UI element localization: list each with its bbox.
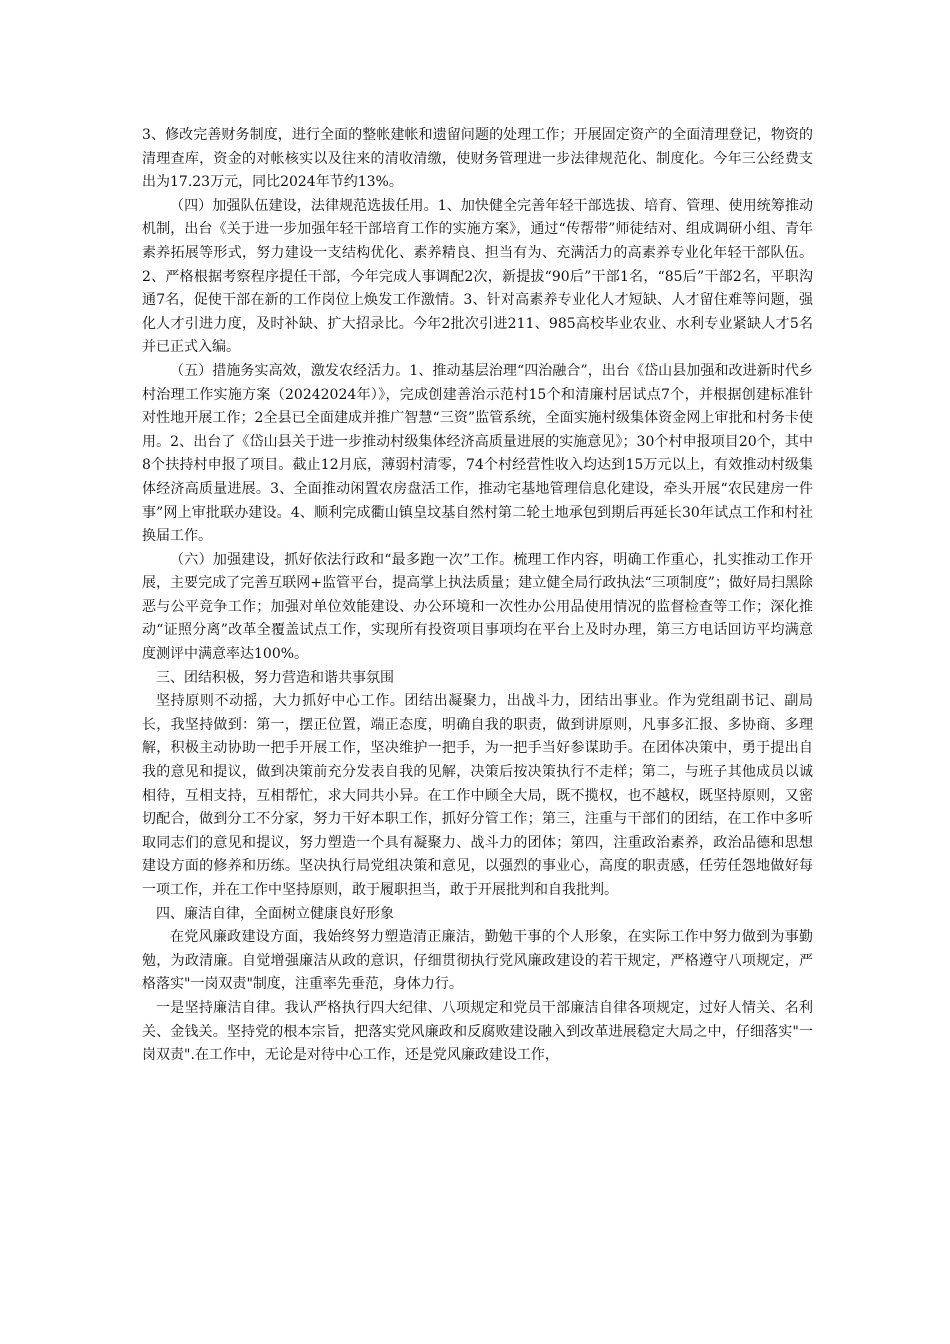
paragraph-integrity-overview: 在党风廉政建设方面，我始终努力塑造清正廉洁，勤勉干事的个人形象，在实际工作中努力做到为事勤勉，为政清廉。自觉增强廉洁从政的意识，仔细贯彻执行党风廉政建设的若干规定，严格遵守八项规定，严格落实"一岗双责"制度，注重率先垂范，身体力行。	[142, 929, 813, 993]
paragraph-law-administration: （六）加强建设，抓好依法行政和“最多跑一次”工作。梳理工作内容，明确工作重心，扎实推动工作开展，主要完成了完善互联网+监管平台，提高掌上执法质量；建立健全局行政执法“三项制度”；做好局扫黑除恶与公平竞争工作；加强对单位效能建设、办公环境和一次性办公用品使用情况的监督检查等工作；深化推动“证照分离”改革全覆盖试点工作，实现所有投资项目事项均在平台上及时办理，第三方电话回访平均满意度测评中满意率达100%。	[142, 551, 813, 663]
document-body	[142, 124, 813, 1068]
paragraph-team-building: （四）加强队伍建设，法律规范选拔任用。1、加快健全完善年轻干部选拔、培育、管理、使用统筹推动机制，出台《关于进一步加强年轻干部培育工作的实施方案》，通过“传帮带”师徒结对、组成调研小组、青年素养拓展等形式，努力建设一支结构优化、素养精良、担当有为、充满活力的高素养专业化年轻干部队伍。2、严格根据考察程序提任干部，今年完成人事调配2次，新提拔“90后”干部1名，“85后”干部2名，平职沟通7名，促使干部在新的工作岗位上焕发工作激情。3、针对高素养专业化人才短缺、人才留住难等问题，强化人才引进力度，及时补缺、扩大招录比。今年2批次引进211、985高校毕业农业、水利专业紧缺人才5名并已正式入编。	[142, 197, 813, 356]
section-heading-integrity: 四、廉洁自律，全面树立健康良好形象	[156, 905, 394, 922]
paragraph-self-discipline: 一是坚持廉洁自律。我认严格执行四大纪律、八项规定和党员干部廉洁自律各项规定，过好人情关、名利关、金钱关。坚持党的根本宗旨，把落实党风廉政和反腐败建设融入到改革进展稳定大局之中，仔细落实"一岗双责".在工作中，无论是对待中心工作，还是党风廉政建设工作，	[142, 999, 813, 1064]
paragraph-finance-reform: 3、修改完善财务制度，进行全面的整帐建帐和遗留问题的处理工作；开展固定资产的全面清理登记，物资的清理查库，资金的对帐核实以及往来的清收清缴，使财务管理进一步法律规范化、制度化。今年三公经费支出为17.23万元，同比2024年节约13%。	[142, 127, 813, 191]
paragraph-unity-principles: 坚持原则不动摇，大力抓好中心工作。团结出凝聚力，出战斗力，团结出事业。作为党组副书记、副局长，我坚持做到：第一，摆正位置，端正态度，明确自我的职责，做到讲原则，凡事多汇报、多协商、多理解，积极主动协助一把手开展工作，坚决维护一把手，为一把手当好参谋助手。在团体决策中，勇于提出自我的意见和提议，做到决策前充分发表自我的见解，决策后按决策执行不走样；第二，与班子其他成员以诚相待，互相支持，互相帮忙，求大同共小异。在工作中顾全大局，既不揽权，也不越权，既坚持原则，又密切配合，做到分工不分家，努力干好本职工作，抓好分管工作；第三，注重与干部们的团结，在工作中多听取同志们的意见和提议，努力塑造一个具有凝聚力、战斗力的团体；第四，注重政治素养，政治品德和思想建设方面的修养和历练。坚决执行局党组决策和意见，以强烈的事业心，高度的职责感，任劳任怨地做好每一项工作，并在工作中坚持原则，敢于履职担当，敢于开展批判和自我批判。	[142, 693, 813, 898]
section-heading-unity: 三、团结积极，努力营造和谐共事氛围	[156, 669, 394, 686]
paragraph-rural-economy: （五）措施务实高效，激发农经活力。1、推动基层治理“四治融合”，出台《岱山县加强和改进新时代乡村治理工作实施方案（20242024年）》，完成创建善治示范村15个和清廉村居试点7个，并根据创建标准针对性地开展工作；2全县已全面建成并推广智慧“三资”监管系统，全面实施村级集体资金网上审批和村务卡使用。2、出台了《岱山县关于进一步推动村级集体经济高质量进展的实施意见》；30个村申报项目20个，其中8个扶持村申报了项目。截止12月底，薄弱村清零，74个村经营性收入均达到15万元以上，有效推动村级集体经济高质量进展。3、全面推动闲置农房盘活工作，推动宅基地管理信息化建设，牵头开展“农民建房一件事”网上审批联办建设。4、顺利完成衢山镇皇坟基自然村第二轮土地承包到期后再延长30年试点工作和村社换届工作。	[142, 362, 813, 545]
